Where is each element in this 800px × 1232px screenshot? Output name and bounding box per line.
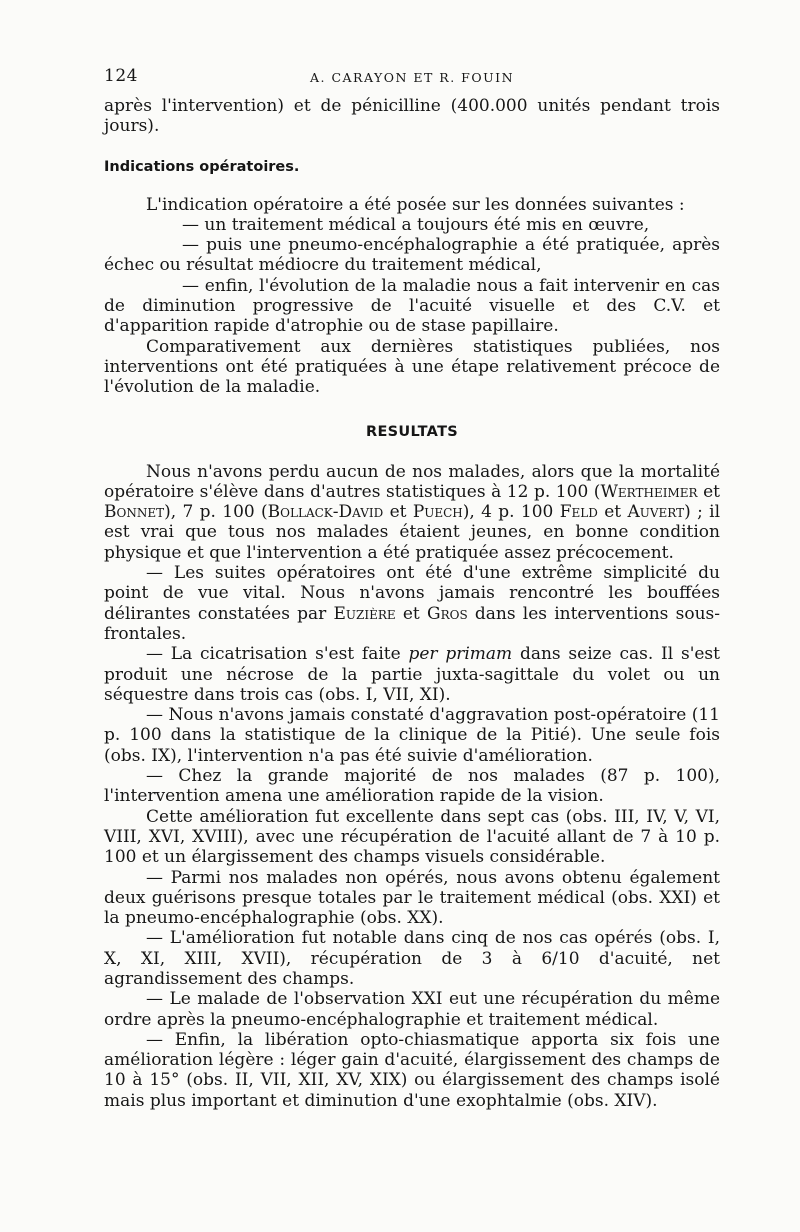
author-name: Wertheimer [600,481,698,502]
results-paragraph-6: Cette amélioration fut excellente dans sept cas (obs. III, IV, V, VI, VIII, XVI, XVIII), avec une récupération de l'acuité allant de 7 à 10 p. 100 et un élargissement des champs visuels considérable. [104,806,720,868]
comparison-paragraph: Comparativement aux dernières statistiques publiées, nos interventions ont été pratiquées à une étape relativement précoce de l'évolution de la maladie. [104,336,720,398]
author-name: Bollack-David [267,502,384,523]
results-paragraph-4: — Nous n'avons jamais constaté d'aggravation post-opératoire (11 p. 100 dans la statistique de la clinique de la Pitié). Une seule fois (obs. IX), l'intervention n'a pas été suivie d'amélioration. [104,705,720,766]
results-heading: RESULTATS [365,423,459,440]
indication-item-3: — enfin, l'évolution de la maladie nous a fait intervenir en cas de diminution progressive de l'acuité visuelle et des C.V. et d'apparition rapide d'atrophie ou de stase papillaire. [104,275,720,337]
indication-item-1: — un traitement médical a toujours été mis en œuvre, [182,214,650,235]
continuation-paragraph: après l'intervention) et de pénicilline (400.000 unités pendant trois jours). [104,96,720,137]
indications-heading: Indications opératoires. [104,158,300,175]
indications-intro: L'indication opératoire a été posée sur les données suivantes : [146,194,685,215]
results-paragraph-9: — Le malade de l'observation XXI eut une récupération du même ordre après la pneumo-encéphalographie et traitement médical. [104,989,720,1030]
latin-term: per primam [408,644,513,665]
author-name: Auvert [627,502,685,523]
author-name: Gros [426,603,468,624]
results-paragraph-2: — Les suites opératoires ont été d'une extrême simplicité du point de vue vital. Nous n'avons jamais rencontré les bouffées délirantes constatées par Euzière et Gros dans les interventions sous-frontales. [104,563,720,644]
page [104,66,720,1111]
results-paragraph-7: — Parmi nos malades non opérés, nous avons obtenu également deux guérisons presque totales par le traitement médical (obs. XXI) et la pneumo-encéphalographie (obs. XX). [104,867,720,929]
results-paragraph-3: — La cicatrisation s'est faite per primam dans seize cas. Il s'est produit une nécrose de la partie juxta-sagittale du volet ou un séquestre dans trois cas (obs. I, VII, XI). [104,644,720,705]
author-name: Euzière [333,603,396,624]
author-name: Bonnet [104,502,165,523]
results-paragraph-8: — L'amélioration fut notable dans cinq de nos cas opérés (obs. I, X, XI, XIII, XVII), récupération de 3 à 6/10 d'acuité, net agrandissement des champs. [104,928,720,989]
page-number: 124 [104,66,138,86]
author-name: Feld [559,502,598,523]
running-title: A. CARAYON ET R. FOUIN [309,70,515,85]
results-paragraph-5: — Chez la grande majorité de nos malades (87 p. 100), l'intervention amena une amélioration rapide de la vision. [104,766,720,807]
results-paragraph-10: — Enfin, la libération opto-chiasmatique apporta six fois une amélioration légère : léger gain d'acuité, élargissement des champs de 10 à 15° (obs. II, VII, XII, XV, XIX) ou élargissement des champs isolé mais plus important et diminution d'une exophtalmie (obs. XIV). [104,1029,720,1111]
running-header [104,66,720,96]
author-name: Puech [412,502,463,523]
indication-item-2: — puis une pneumo-encéphalographie a été pratiquée, après échec ou résultat médiocre du traitement médical, [104,235,720,276]
results-paragraph-1: Nous n'avons perdu aucun de nos malades, alors que la mortalité opératoire s'élève dans d'autres statistiques à 12 p. 100 (Wertheimer et Bonnet), 7 p. 100 (Bollack-David et Puech), 4 p. 100 Feld et Auvert) ; il est vrai que tous nos malades étaient jeunes, en bonne condition physique et que l'intervention a été pratiquée assez précocement. [104,461,721,563]
